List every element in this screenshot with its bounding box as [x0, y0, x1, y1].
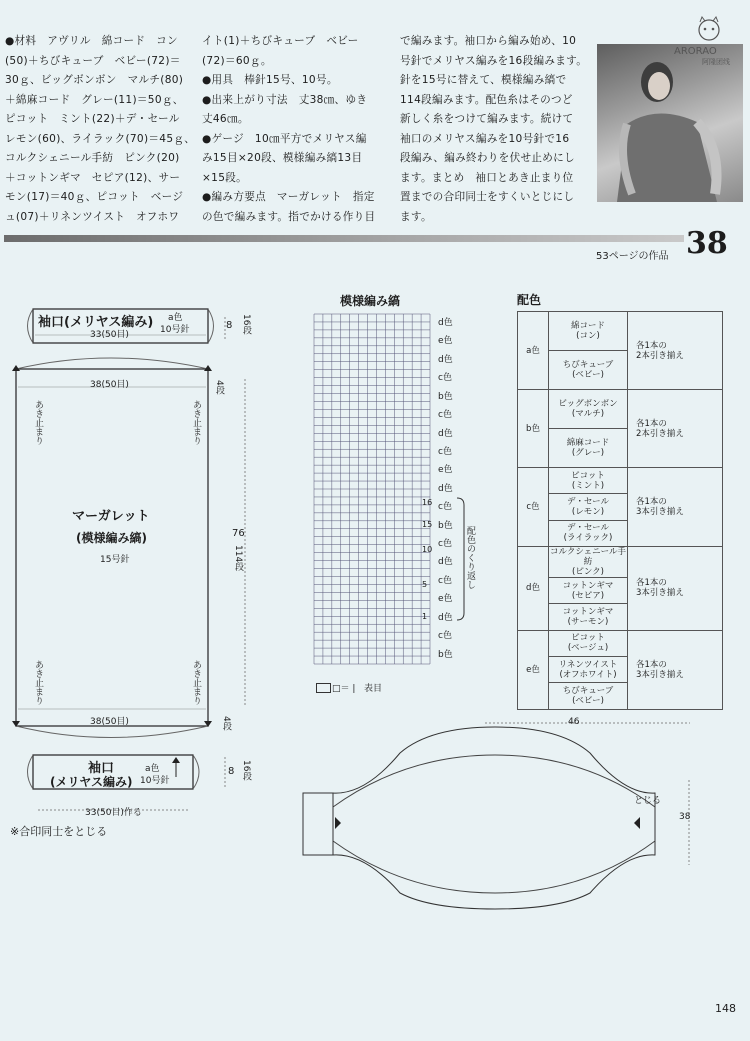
strand-note: 各1本の 2本引き揃え	[628, 390, 723, 468]
yarn-cell: 綿麻コード (グレー)	[549, 429, 628, 468]
reference-label: 53ページの作品	[596, 251, 669, 262]
stripe-row-label: c色	[438, 410, 452, 421]
tools-column	[202, 32, 375, 227]
color-table-title: 配色	[517, 293, 542, 307]
materials-column	[5, 32, 195, 227]
text-line: イト(1)＋ちびキューブ ベビー	[202, 35, 359, 47]
body-top-rows: 4段	[214, 380, 224, 395]
yarn-cell: ちびキューブ (ベビー)	[549, 351, 628, 390]
stripe-row-label: d色	[438, 318, 453, 328]
stripe-grid	[312, 313, 432, 665]
stripe-row-label: c色	[438, 631, 452, 642]
color-key: a色	[518, 312, 549, 390]
body-length-cm: 76	[232, 528, 245, 539]
body-bottom-rows: 4段	[221, 716, 231, 731]
text-line: (50)＋ちびキューブ ベビー(72)＝	[5, 54, 181, 67]
color-table-row	[518, 468, 723, 494]
legend-text: 表目	[364, 684, 383, 694]
color-key: d色	[518, 546, 549, 630]
body-length-rows: 114段	[233, 545, 243, 572]
text-line: コルクシェニール手紡 ピンク(20)	[5, 152, 180, 164]
section-divider	[4, 235, 684, 242]
text-line: 丈46㎝。	[202, 113, 249, 125]
text-line: ます。まとめ 袖口とあき止まり位	[400, 171, 574, 184]
model-photo	[597, 44, 743, 202]
text-line: ●材料 アヴリル 綿コード コン	[5, 35, 178, 47]
yarn-cell: ビッグボンボン (マルチ)	[549, 390, 628, 429]
join-note: ※合印同士をとじる	[10, 825, 108, 838]
text-line: 号針でメリヤス編みを16段編みます。	[400, 54, 588, 67]
cuff-bottom-color: a色	[145, 764, 160, 774]
body-subtitle: (模様編み縞)	[76, 531, 147, 545]
row-num-15: 15	[422, 520, 433, 529]
text-line: ュ(07)＋リネンツイスト オフホワ	[5, 210, 180, 223]
yarn-cell: デ・セール (レモン)	[549, 494, 628, 520]
text-line: ●用具 棒針15号、10号。	[202, 74, 338, 86]
row-num-1: 1	[422, 612, 428, 621]
strand-note: 各1本の 3本引き揃え	[628, 630, 723, 709]
finished-diagram	[295, 715, 695, 915]
text-line: ＋コットンギマ セピア(12)、サー	[5, 171, 181, 184]
stripe-chart-title: 模様編み縞	[340, 294, 401, 308]
yarn-cell: コルクシェニール手紡 (ピンク)	[550, 546, 626, 577]
row-num-10: 10	[422, 545, 433, 554]
cuff-bottom-needle: 10号針	[140, 776, 170, 786]
legend-square	[316, 683, 331, 693]
yarn-cell: デ・セール (ライラック)	[549, 520, 628, 546]
stripe-row-label: e色	[438, 465, 453, 476]
text-line: 新しく糸をつけて編みます。続けて	[400, 113, 574, 125]
body-title: マーガレット	[72, 509, 150, 524]
repeat-label: 配色のくり返し	[465, 526, 475, 589]
body-width-bottom: 38(50目)	[90, 717, 129, 727]
stripe-row-label: c色	[438, 502, 452, 513]
cuff-color: a色	[168, 313, 183, 323]
text-line: ＋綿麻コード グレー(11)＝50ｇ、	[5, 93, 184, 106]
text-line: 置までの合印同士をすくいとじにし	[400, 191, 575, 203]
cuff-top-title: 袖口(メリヤス編み)	[38, 315, 154, 330]
stripe-row-label: b色	[438, 649, 453, 660]
yarn-cell: ピコット (ベージュ)	[549, 630, 628, 656]
cuff-height-cm: 8	[226, 320, 233, 331]
text-line: の色で編みます。指でかける作り目	[202, 210, 376, 223]
text-line: み15目×20段、模様編み縞13目	[202, 152, 363, 164]
yarn-cell: コットンギマ (サーモン)	[549, 604, 628, 630]
stripe-row-label: d色	[438, 483, 453, 494]
close-label: とじる	[634, 796, 662, 806]
text-line: 30ｇ、ビッグボンボン マルチ(80)	[5, 74, 184, 86]
legend-symbol: □＝ |	[332, 684, 356, 694]
stripe-row-label: b色	[438, 391, 453, 402]
strand-note: 各1本の 3本引き揃え	[628, 546, 723, 630]
text-line: モン(17)＝40ｇ、ピコット ベージ	[5, 191, 184, 203]
open-stop-left: あき止まり	[33, 400, 43, 445]
color-key: e色	[518, 630, 549, 709]
stripe-row-label: c色	[438, 446, 452, 457]
open-stop-right-bottom: あき止まり	[191, 660, 201, 705]
stripe-row-label: e色	[438, 594, 453, 605]
strand-note: 各1本の 2本引き揃え	[628, 312, 723, 390]
stripe-row-label: c色	[438, 575, 452, 586]
open-stop-right: あき止まり	[191, 400, 201, 445]
stripe-row-label: d色	[438, 557, 453, 568]
svg-text:ARORAO: ARORAO	[674, 46, 717, 57]
yarn-cell: ちびキューブ (ベビー)	[549, 683, 628, 709]
schematic-diagram	[0, 295, 270, 845]
text-line: ます。	[400, 210, 432, 223]
row-num-5: 5	[422, 580, 428, 589]
body-needle: 15号針	[100, 555, 130, 565]
open-stop-left-bottom: あき止まり	[33, 660, 43, 705]
text-line: ●ゲージ 10㎝平方でメリヤス編	[202, 132, 367, 145]
watermark-logo	[672, 14, 746, 66]
text-line: ピコット ミント(22)＋デ・セール	[5, 113, 180, 125]
cuff-bottom-subtitle: (メリヤス編み)	[50, 775, 133, 789]
cuff-bottom-title: 袖口	[88, 761, 115, 776]
body-width-top: 38(50目)	[90, 380, 129, 390]
strand-note: 各1本の 3本引き揃え	[628, 468, 723, 547]
text-line: で編みます。袖口から編み始め、10	[400, 35, 577, 47]
yarn-cell: リネンツイスト (オフホワイト)	[549, 656, 628, 682]
color-table-row	[518, 546, 723, 577]
text-line: ●出来上がり寸法 丈38㎝、ゆき	[202, 93, 368, 106]
finished-width: 46	[568, 717, 580, 727]
color-table-row	[518, 312, 723, 351]
text-line: ×15段。	[202, 171, 248, 184]
stripe-row-label: d色	[438, 354, 453, 365]
text-line: 段編み、編み終わりを伏せ止めにし	[400, 152, 575, 164]
cuff-needle: 10号針	[160, 325, 190, 335]
text-line: レモン(60)、ライラック(70)＝45ｇ、	[5, 132, 196, 145]
cuff-bottom-cast-on: 33(50目)作る	[85, 808, 142, 818]
finished-height: 38	[679, 812, 691, 822]
color-table-row	[518, 630, 723, 656]
text-line: 袖口のメリヤス編みを10号針で16	[400, 132, 570, 145]
cuff-width: 33(50目)	[90, 330, 129, 340]
stripe-row-label: c色	[438, 539, 452, 550]
text-line: (72)＝60ｇ。	[202, 54, 272, 67]
text-line: 114段編みます。配色糸はそのつど	[400, 93, 573, 106]
color-key: b色	[518, 390, 549, 468]
stripe-row-label: e色	[438, 336, 453, 347]
method-column	[400, 32, 587, 227]
color-table-row	[518, 390, 723, 429]
color-table	[517, 311, 723, 710]
stripe-row-label: c色	[438, 373, 452, 384]
pattern-number: 38	[686, 226, 728, 261]
stripe-row-label: d色	[438, 428, 453, 439]
svg-text:阿隆团线: 阿隆团线	[702, 58, 730, 66]
color-key: c色	[518, 468, 549, 547]
cuff-bottom-rows: 16段	[241, 760, 251, 781]
cuff-rows: 16段	[241, 314, 251, 335]
row-num-16: 16	[422, 498, 433, 507]
yarn-cell: コットンギマ (セピア)	[549, 577, 628, 603]
yarn-cell: 綿コード (コン)	[549, 312, 628, 351]
page-number: 148	[715, 1002, 736, 1015]
text-line: ●編み方要点 マーガレット 指定	[202, 191, 375, 203]
yarn-cell: ピコット (ミント)	[549, 468, 628, 494]
stripe-row-label: d色	[438, 612, 453, 623]
text-line: 針を15号に替えて、模様編み縞で	[400, 74, 567, 86]
stripe-row-label: b色	[438, 520, 453, 531]
cuff-bottom-height-cm: 8	[228, 766, 235, 777]
